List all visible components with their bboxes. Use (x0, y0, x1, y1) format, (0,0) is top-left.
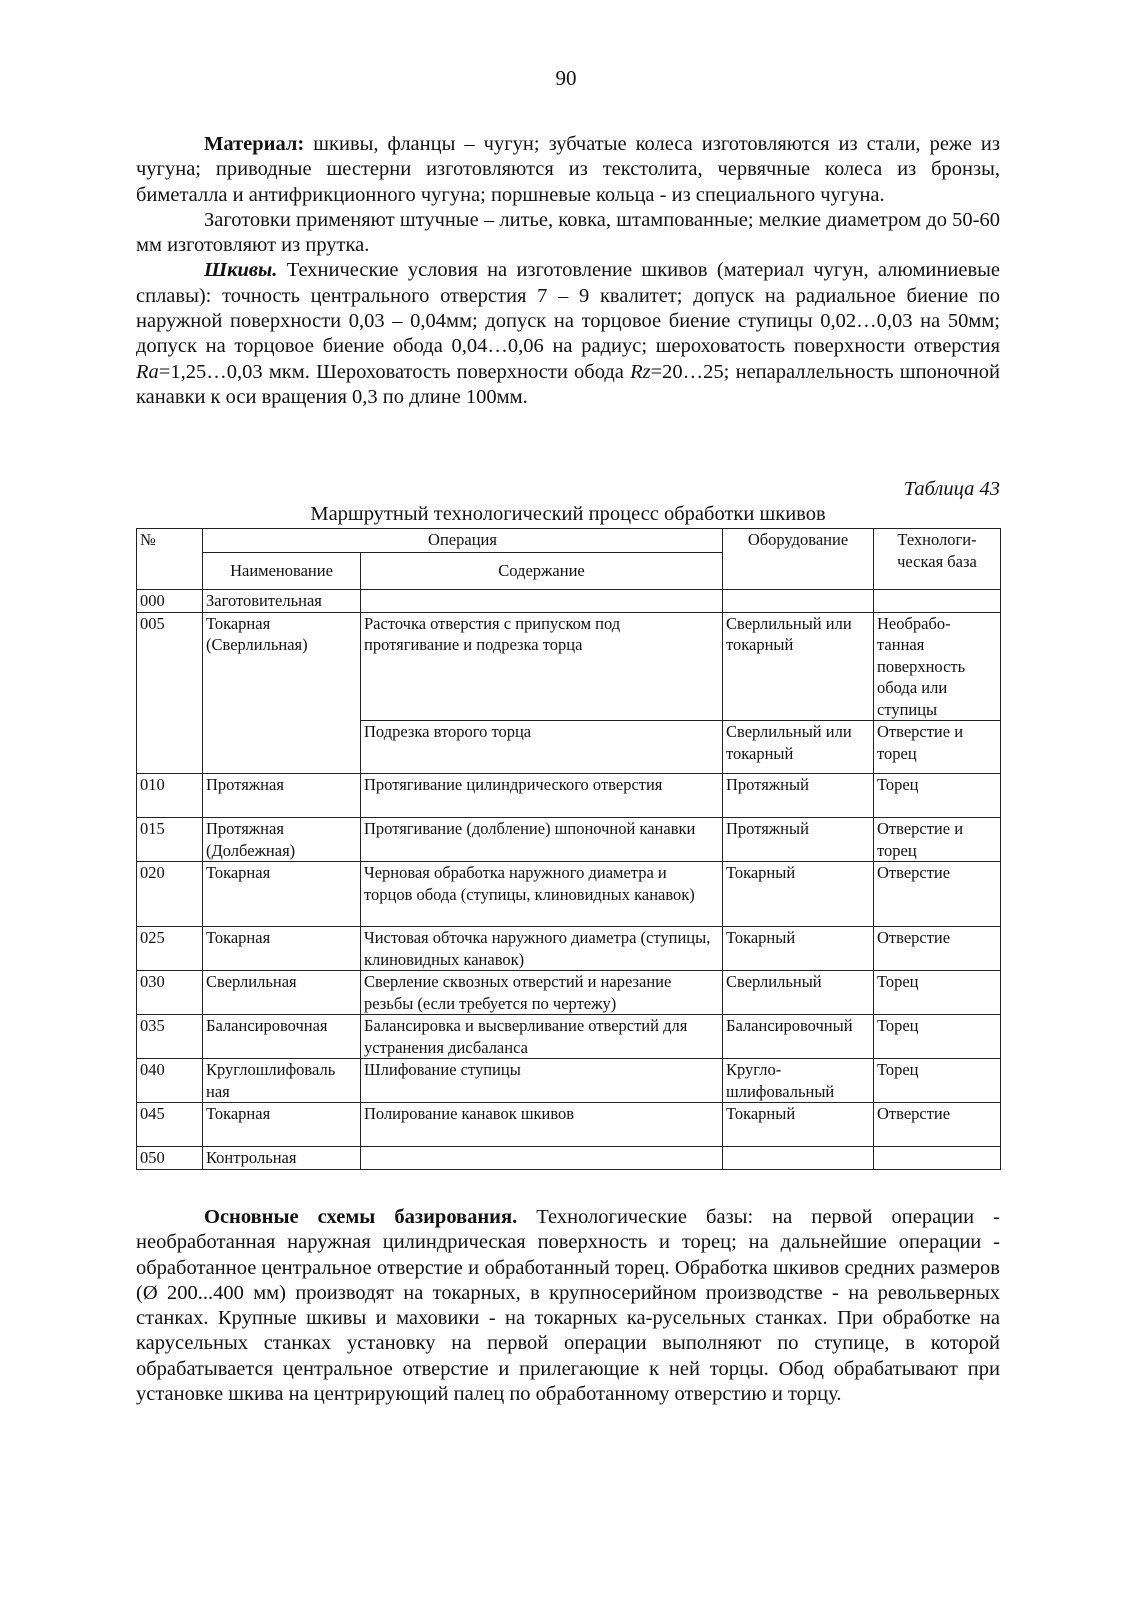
cell-equipment: Токарный (723, 1103, 874, 1147)
closing-section (136, 1205, 1000, 1407)
route-table (136, 528, 1001, 1170)
rz-symbol: Rz (630, 360, 651, 383)
cell-equipment: Балансировочный (723, 1015, 874, 1059)
cell-base: Торец (874, 1015, 1001, 1059)
material-heading: Материал: (204, 133, 305, 155)
pulleys-text-c: =20…25; непараллельность шпоночной канавки к оси вращения 0,3 по длине 100мм. (136, 360, 1000, 408)
header-name: Наименование (203, 553, 361, 590)
cell-base: Торец (874, 1059, 1001, 1103)
basing-text: Технологические базы: на первой операции - необработанная наружная цилиндрическая поверхность и торец; на дальнейшие операции - обработанное центральное отверстие и обработанный торец. Обработка шкивов средних размеров (Ø 200...400 мм) производят на токарных, в крупносерийном производстве - на револьверных станках. Крупные шкивы и маховики - на токарных ка-русельных станках. При обработке на карусельных станках установку на первой операции выполняют по ступице, в которой обрабатывается центральное отверстие и прилегающие к ней торцы. Обод обрабатывают при установке шкива на центрирующий палец по обработанному отверстию и торцу. (136, 1206, 1000, 1406)
basing-heading: Основные схемы базирования. (204, 1206, 518, 1228)
table-row (137, 818, 1001, 862)
cell-num: 025 (137, 927, 203, 971)
cell-name: Контрольная (203, 1147, 361, 1170)
material-paragraph (136, 132, 1000, 208)
cell-base: Отверстие и торец (874, 721, 1001, 774)
cell-equipment: Токарный (723, 927, 874, 971)
cell-num: 045 (137, 1103, 203, 1147)
cell-content: Сверление сквозных отверстий и нарезание резьбы (если требуется по чертежу) (361, 971, 723, 1015)
cell-num: 035 (137, 1015, 203, 1059)
cell-base (874, 590, 1001, 613)
table-row (137, 1059, 1001, 1103)
cell-equipment: Сверлильный или токарный (723, 721, 874, 774)
cell-equipment: Токарный (723, 862, 874, 927)
cell-num: 040 (137, 1059, 203, 1103)
page-number: 90 (555, 66, 577, 90)
blanks-text: Заготовки применяют штучные – литье, ковка, штампованные; мелкие диаметром до 50-60 мм изготовляют из прутка. (136, 208, 1000, 257)
cell-base: Отверстие (874, 1103, 1001, 1147)
cell-num: 015 (137, 818, 203, 862)
table-row (137, 927, 1001, 971)
table-number: Таблица 43 (903, 478, 1000, 500)
cell-name: Протяжная (Долбежная) (203, 818, 361, 862)
cell-equipment: Кругло-шлифовальный (723, 1059, 874, 1103)
intro-section (136, 132, 1000, 410)
table-row (137, 1147, 1001, 1170)
cell-equipment: Протяжный (723, 774, 874, 818)
cell-base: Торец (874, 774, 1001, 818)
cell-content: Подрезка второго торца (361, 721, 723, 774)
cell-equipment: Сверлильный или токарный (723, 612, 874, 721)
cell-base (874, 1147, 1001, 1170)
cell-num: 050 (137, 1147, 203, 1170)
cell-name: Токарная (Сверлильная) (203, 612, 361, 774)
cell-num: 020 (137, 862, 203, 927)
cell-base: Отверстие и торец (874, 818, 1001, 862)
cell-base: Отверстие (874, 862, 1001, 927)
table-row (137, 590, 1001, 613)
cell-num: 010 (137, 774, 203, 818)
cell-content (361, 590, 723, 613)
header-operation: Операция (203, 529, 723, 553)
table-row (137, 612, 1001, 721)
cell-name: Протяжная (203, 774, 361, 818)
cell-equipment (723, 1147, 874, 1170)
ra-symbol: Ra (136, 360, 159, 383)
cell-name: Токарная (203, 1103, 361, 1147)
blanks-paragraph (136, 208, 1000, 259)
cell-equipment: Сверлильный (723, 971, 874, 1015)
header-base: Технологи-ческая база (874, 529, 1001, 590)
cell-equipment: Протяжный (723, 818, 874, 862)
pulleys-text-b: =1,25…0,03 мкм. Шероховатость поверхности обода (158, 360, 631, 383)
cell-num: 005 (137, 612, 203, 774)
table-row (137, 971, 1001, 1015)
pulleys-heading: Шкивы. (204, 259, 278, 282)
cell-name: Сверлильная (203, 971, 361, 1015)
basing-paragraph (136, 1205, 1000, 1407)
cell-num: 030 (137, 971, 203, 1015)
pulleys-paragraph (136, 258, 1000, 410)
pulleys-text-a: Технические условия на изготовление шкивов (материал чугун, алюминиевые сплавы): точность центрального отверстия 7 – 9 квалитет; допуск на радиальное биение по наружной поверхности 0,03 – 0,04мм; допуск на торцовое биение ступицы 0,02…0,03 на 50мм; допуск на торцовое биение обода 0,04…0,06 на радиус; шероховатость поверхности отверстия (136, 259, 1000, 358)
table-row (137, 1103, 1001, 1147)
cell-name: Токарная (203, 862, 361, 927)
cell-content: Балансировка и высверливание отверстий для устранения дисбаланса (361, 1015, 723, 1059)
cell-content: Черновая обработка наружного диаметра и торцов обода (ступицы, клиновидных канавок) (361, 862, 723, 927)
material-text: шкивы, фланцы – чугун; зубчатые колеса изготовляются из стали, реже из чугуна; приводные шестерни изготовляются из текстолита, червячные колеса из бронзы, биметалла и антифрикционного чугуна; поршневые кольца - из специального чугуна. (136, 133, 1000, 206)
cell-name: Токарная (203, 927, 361, 971)
cell-name: Заготовительная (203, 590, 361, 613)
cell-base: Торец (874, 971, 1001, 1015)
cell-name: Круглошлифоваль ная (203, 1059, 361, 1103)
table-row (137, 1015, 1001, 1059)
cell-content: Полирование канавок шкивов (361, 1103, 723, 1147)
table-row (137, 774, 1001, 818)
header-equipment: Оборудование (723, 529, 874, 590)
table-row (137, 862, 1001, 927)
cell-num: 000 (137, 590, 203, 613)
cell-content: Протягивание цилиндрического отверстия (361, 774, 723, 818)
cell-content: Шлифование ступицы (361, 1059, 723, 1103)
cell-content: Чистовая обточка наружного диаметра (ступицы, клиновидных канавок) (361, 927, 723, 971)
cell-content (361, 1147, 723, 1170)
cell-content: Протягивание (долбление) шпоночной канавки (361, 818, 723, 862)
header-num: № (137, 529, 203, 590)
header-content: Содержание (361, 553, 723, 590)
cell-base: Необрабо-танная поверхность обода или ступицы (874, 612, 1001, 721)
cell-name: Балансировочная (203, 1015, 361, 1059)
table-title: Маршрутный технологический процесс обработки шкивов (310, 503, 826, 525)
cell-content: Расточка отверстия с припуском под протягивание и подрезка торца (361, 612, 723, 721)
cell-base: Отверстие (874, 927, 1001, 971)
cell-equipment (723, 590, 874, 613)
